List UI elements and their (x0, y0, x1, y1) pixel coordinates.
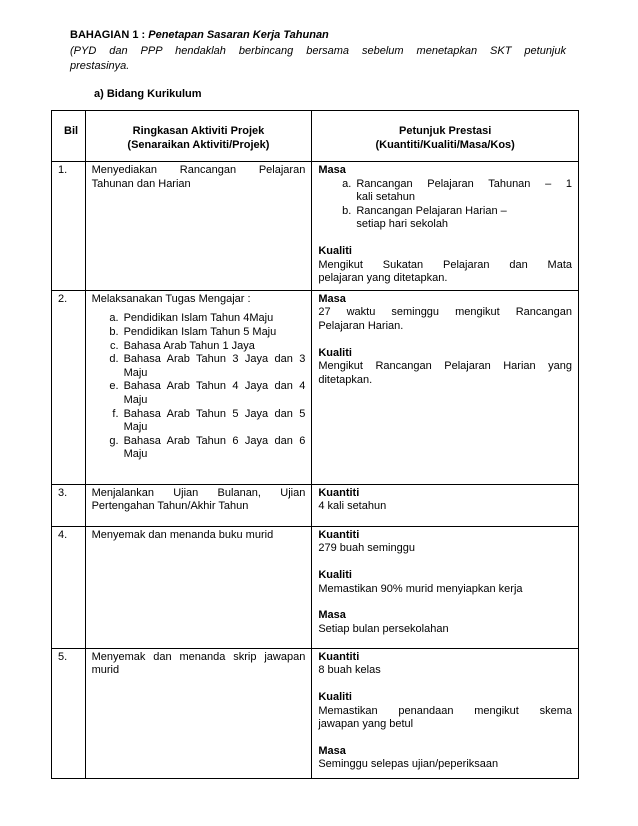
section-prefix: BAHAGIAN 1 : (70, 29, 146, 41)
row-activity (85, 484, 312, 526)
list-item: f. Bahasa Arab Tahun 5 Jaya dan 5 Maju (122, 408, 306, 435)
row-indicator (312, 526, 579, 648)
row-activity (85, 162, 312, 291)
list-item: e. Bahasa Arab Tahun 4 Jaya dan 4 Maju (122, 380, 306, 407)
table-row (52, 162, 579, 291)
indicator-text: ditetapkan. (318, 373, 373, 386)
row-indicator (312, 648, 579, 778)
indicator-text: Memastikan penandaan mengikut skema (318, 704, 572, 717)
list-item: b. Pendidikan Islam Tahun 5 Maju (122, 326, 306, 340)
header-activity-title: Ringkasan Aktiviti Projek (132, 125, 265, 137)
indicator-label-kuantiti: Kuantiti (318, 528, 360, 541)
list-item (354, 205, 572, 232)
indicator-label-kualiti: Kualiti (318, 346, 352, 359)
section-note-line2: prestasinya. (70, 60, 130, 72)
indicator-text: 4 kali setahun (318, 500, 387, 513)
indicator-text: jawapan yang betul (318, 718, 414, 731)
indicator-label-masa: Masa (318, 744, 346, 757)
activity-line: Pertengahan Tahun/Akhir Tahun (91, 500, 249, 513)
activity-line: murid (91, 664, 120, 677)
indicator-label-kualiti: Kualiti (318, 690, 352, 703)
list-item: a. Pendidikan Islam Tahun 4Maju (122, 312, 306, 326)
row-indicator (312, 290, 579, 484)
indicator-label-kualiti: Kualiti (318, 568, 352, 581)
indicator-label-masa: Masa (318, 292, 346, 305)
indicator-label-kuantiti: Kuantiti (318, 650, 360, 663)
list-item (354, 178, 572, 205)
indicator-label-masa: Masa (318, 164, 346, 176)
list-item-line: kali setahun (356, 191, 416, 204)
table-row (52, 526, 579, 648)
skt-table (51, 110, 579, 779)
indicator-label-kualiti: Kualiti (318, 244, 352, 257)
header-activity-sub: (Senaraikan Aktiviti/Projek) (127, 138, 270, 151)
indicator-text: Seminggu selepas ujian/peperiksaan (318, 758, 499, 771)
indicator-text: Memastikan 90% murid menyiapkan kerja (318, 582, 523, 595)
row-bil: 3. (52, 484, 86, 526)
indicator-text: 8 buah kelas (318, 664, 381, 677)
indicator-text: 279 buah seminggu (318, 542, 415, 555)
subject-list (92, 312, 306, 462)
indicator-text: Mengikut Sukatan Pelajaran dan Mata (318, 258, 572, 271)
activity-line: Menyemak dan menanda buku murid (91, 528, 274, 541)
list-item-line: b. Rancangan Pelajaran Harian – (356, 204, 507, 217)
row-bil: 4. (52, 526, 86, 648)
indicator-label-kuantiti: Kuantiti (318, 486, 360, 499)
indicator-text: 27 waktu seminggu mengikut Rancangan (318, 306, 572, 319)
indicator-text: Setiap bulan persekolahan (318, 622, 449, 635)
row-bil: 2. (52, 290, 86, 484)
header-indicator-title: Petunjuk Prestasi (399, 125, 492, 137)
row-bil: 5. (52, 648, 86, 778)
indicator-text: Mengikut Rancangan Pelajaran Harian yang (318, 360, 572, 373)
row-activity (85, 648, 312, 778)
row-activity (85, 526, 312, 648)
subsection-title: a) Bidang Kurikulum (94, 88, 202, 100)
row-indicator (312, 484, 579, 526)
indicator-text: Pelajaran Harian. (318, 319, 404, 332)
activity-line: Menjalankan Ujian Bulanan, Ujian (91, 486, 306, 499)
table-header-row (52, 111, 579, 162)
list-item-line: setiap hari sekolah (356, 218, 449, 231)
section-header (70, 28, 566, 75)
list-item: d. Bahasa Arab Tahun 3 Jaya dan 3 Maju (122, 353, 306, 380)
section-note-line1: (PYD dan PPP hendaklah berbincang bersama sebelum menetapkan SKT petunjuk (70, 44, 566, 57)
activity-line: Melaksanakan Tugas Mengajar : (91, 292, 251, 305)
indicator-text: pelajaran yang ditetapkan. (318, 272, 448, 285)
activity-line: Menyediakan Rancangan Pelajaran (91, 164, 306, 176)
masa-list (318, 178, 572, 232)
list-item: c. Bahasa Arab Tahun 1 Jaya (122, 340, 306, 354)
row-bil: 1. (52, 162, 86, 291)
table-row (52, 290, 579, 484)
header-indicator (312, 111, 579, 162)
activity-line: Tahunan dan Harian (91, 177, 191, 190)
table-row (52, 484, 579, 526)
table-row (52, 648, 579, 778)
activity-line: Menyemak dan menanda skrip jawapan (91, 650, 306, 663)
header-activity (85, 111, 312, 162)
list-item: g. Bahasa Arab Tahun 6 Jaya dan 6 Maju (122, 435, 306, 462)
list-item-line: a. Rancangan Pelajaran Tahunan – 1 (356, 177, 572, 190)
section-title (70, 28, 566, 44)
section-title-text: Penetapan Sasaran Kerja Tahunan (148, 29, 329, 41)
header-bil: Bil (52, 111, 86, 162)
row-activity (85, 290, 312, 484)
indicator-label-masa: Masa (318, 609, 346, 622)
row-indicator (312, 162, 579, 291)
header-indicator-sub: (Kuantiti/Kualiti/Masa/Kos) (375, 138, 515, 151)
